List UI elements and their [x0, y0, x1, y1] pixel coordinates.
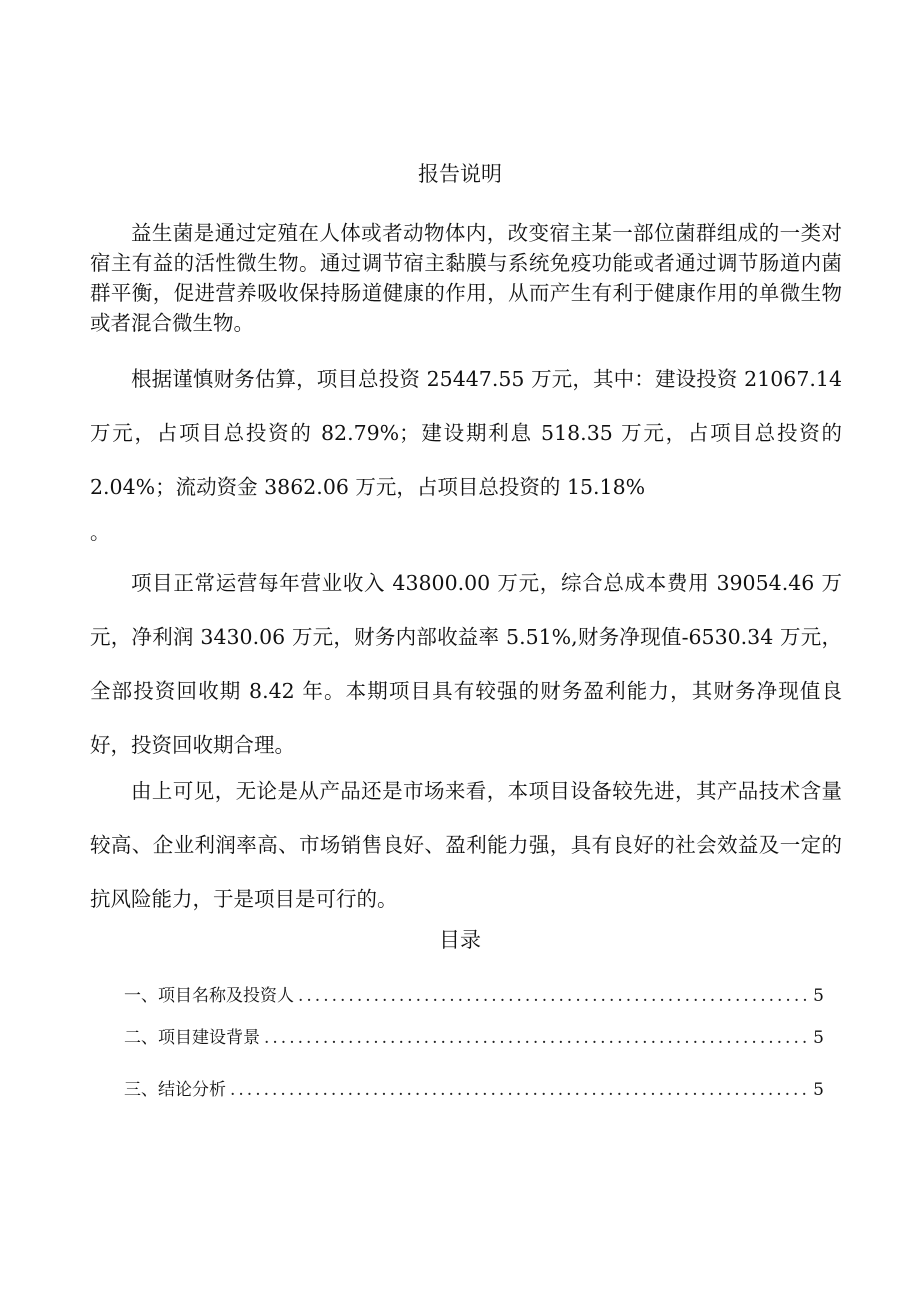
- toc-entry-label: 二、项目建设背景: [124, 1028, 260, 1048]
- toc-entry-page: 5: [813, 1028, 824, 1048]
- toc-entry-background[interactable]: [124, 1026, 824, 1050]
- toc-title: 目录: [439, 928, 481, 952]
- toc-entry-label: 三、结论分析: [124, 1080, 226, 1100]
- toc-entry-label: 一、项目名称及投资人: [124, 986, 294, 1006]
- toc-leader-dots: [298, 984, 809, 1008]
- toc-entry-project-name[interactable]: [124, 984, 824, 1008]
- paragraph-investment-estimate: 根据谨慎财务估算，项目总投资 25447.55 万元，其中：建设投资 21067.14 万元，占项目总投资的 82.79%；建设期利息 518.35 万元，占项目总投资的 2.04%；流动资金 3862.06 万元，占项目总投资的 15.18%: [90, 367, 842, 499]
- paragraph-conclusion: 由上可见，无论是从产品还是市场来看，本项目设备较先进，其产品技术含量较高、企业利润率高、市场销售良好、盈利能力强，具有良好的社会效益及一定的抗风险能力，于是项目是可行的。: [90, 779, 842, 911]
- toc-leader-dots: [264, 1026, 809, 1050]
- toc-entry-page: 5: [813, 986, 824, 1006]
- paragraph-operating-revenue: 项目正常运营每年营业收入 43800.00 万元，综合总成本费用 39054.46 万元，净利润 3430.06 万元，财务内部收益率 5.51%,财务净现值-6530.34 万元，全部投资回收期 8.42 年。本期项目具有较强的财务盈利能力，其财务净现值良好，投资回收期合理。: [90, 571, 842, 757]
- toc-entry-conclusion[interactable]: [124, 1078, 824, 1102]
- report-title: 报告说明: [418, 162, 502, 186]
- toc-entry-page: 5: [813, 1080, 824, 1100]
- paragraph-trailing-period: 。: [90, 520, 110, 544]
- paragraph-probiotics-definition: 益生菌是通过定殖在人体或者动物体内，改变宿主某一部位菌群组成的一类对宿主有益的活性微生物。通过调节宿主黏膜与系统免疫功能或者通过调节肠道内菌群平衡，促进营养吸收保持肠道健康的作用，从而产生有利于健康作用的单微生物或者混合微生物。: [90, 221, 842, 335]
- toc-leader-dots: [230, 1078, 809, 1102]
